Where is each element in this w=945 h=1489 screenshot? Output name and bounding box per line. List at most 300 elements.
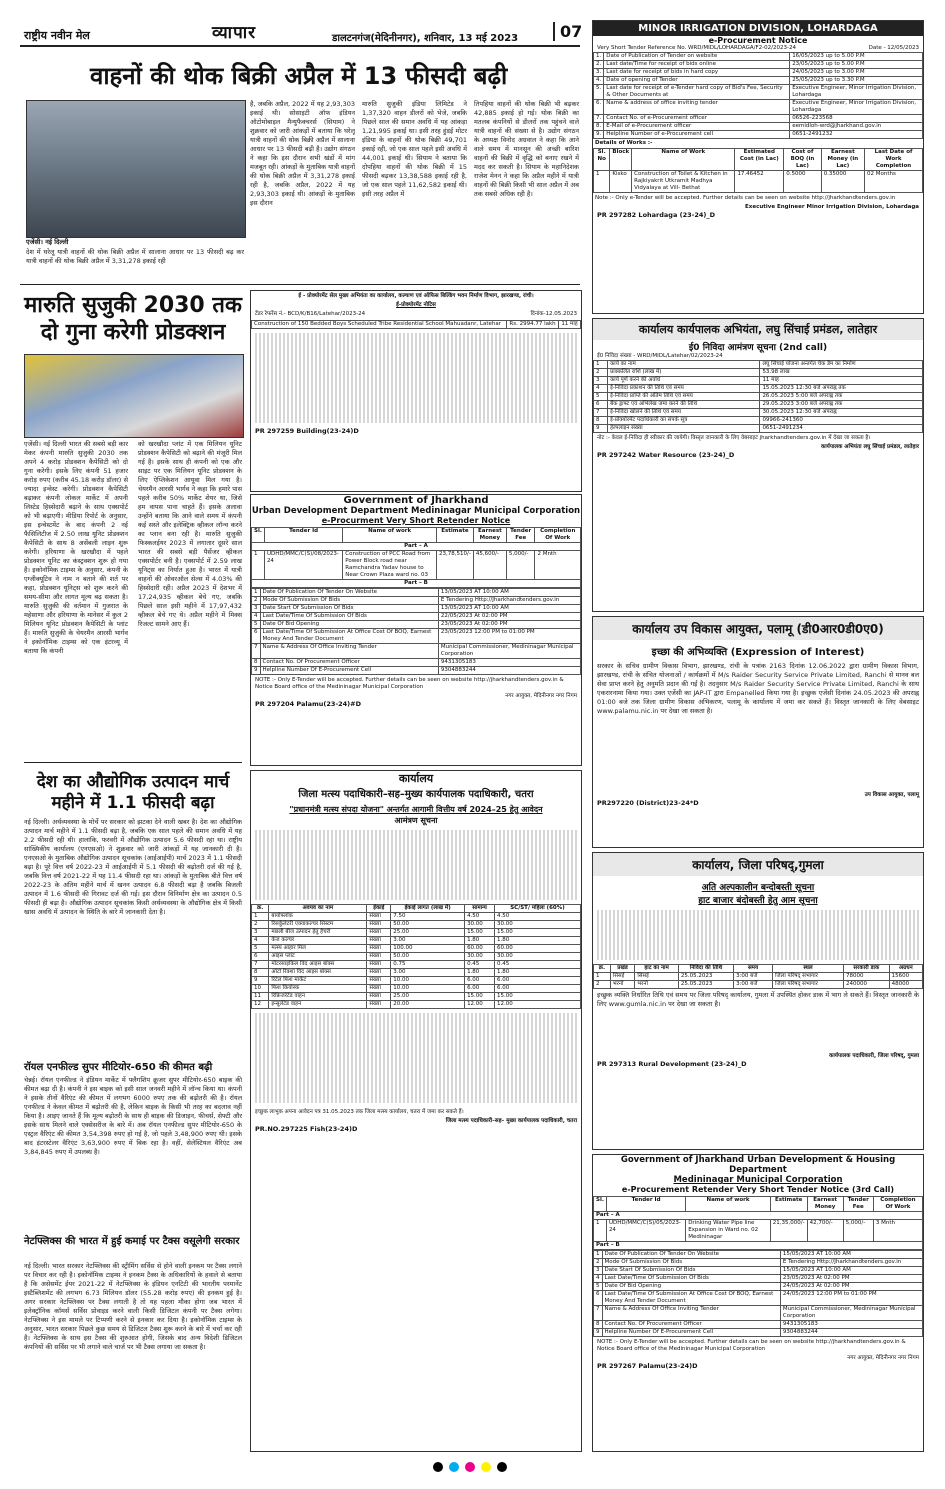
table-cell: 6 — [594, 401, 608, 409]
udhd-subtitle: Medininagar Municipal Corporation — [673, 1175, 843, 1185]
fish-row — [252, 969, 581, 977]
table-cell: 5,000/- — [843, 1220, 873, 1242]
mid-row — [594, 77, 923, 85]
table-cell: 60.00 — [465, 945, 495, 953]
col-header: अग्रधन — [889, 965, 922, 973]
table-cell: 2. — [594, 61, 604, 69]
udhd-partb-row — [594, 1283, 923, 1291]
ddc-subtitle: इच्छा की अभिव्यक्ति (Expression of Interest) — [651, 647, 865, 658]
table-cell: 8. — [594, 123, 604, 131]
pr-number: PR 297204 Palamu(23-24)#D — [255, 700, 361, 708]
udhd-title: Government of Jharkhand Urban Development & Housing Department — [620, 1155, 896, 1175]
headline-iip: देश का औद्योगिक उत्पादन मार्च महीने में 1.1 फीसदी बढ़ा — [36, 772, 230, 813]
table-cell: 30.00 — [465, 921, 495, 929]
table-cell: Helpline Number of e-Procurement cell — [604, 131, 790, 139]
fish-office: कार्यालय — [398, 772, 434, 785]
mid-row — [594, 123, 923, 131]
fish-sign: जिला मत्स्य पदाधिकारी–सह– मुख्य कार्यपालक पदाधिकारी, चतरा — [445, 1118, 577, 1124]
table-cell: 12.00 — [465, 1001, 495, 1009]
table-cell: eemidloh-wrd@jharkhand.gov.in — [790, 123, 923, 131]
faded-text-block — [255, 1013, 577, 1103]
mid-row — [594, 131, 923, 139]
col-header: स्थल — [773, 965, 844, 973]
table-cell: 1. — [594, 53, 604, 61]
table-cell: 3 — [594, 1267, 603, 1275]
part-b-label: Part – B — [594, 1242, 923, 1250]
table-cell: 25.00 — [391, 929, 465, 937]
table-cell: 1 — [252, 551, 265, 580]
table-cell: 1 — [252, 913, 269, 921]
fish-row — [252, 977, 581, 985]
table-cell: 3 — [252, 605, 261, 613]
table-cell: 26.05.2023 5:00 बजे अपराह्न तक — [760, 393, 923, 401]
table-cell: 06526-223568 — [790, 115, 923, 123]
table-cell: Date Start Of Submission Of Bids — [602, 1267, 780, 1275]
table-cell: सिसई — [610, 973, 635, 981]
fish-row — [252, 985, 581, 993]
table-cell: संख्या — [367, 993, 391, 1001]
table-cell: 9304883244 — [780, 1329, 922, 1337]
table-cell: 1 — [594, 171, 610, 193]
gumla-notice — [592, 852, 924, 1150]
latehar-row — [594, 377, 923, 385]
col-header: Name of work — [343, 528, 437, 543]
story4-body: चेन्नई। रॉयल एनफील्ड ने इंडियन मार्केट में फ्लैगशिप क्रूजर सुपर मीटियोर-650 बाइक की कीमत बढ़ा दी है। कंपनी ने इस बाइक को इसी साल जनवरी महीने में लॉन्च किया था। कंपनी ने इसके तीनों वैरिएंट की कीमत में लगभग 6000 रुपए तक की बढ़ोतरी की है। रॉयल एनफील्ड ने केवल कीमत में बढ़ोतरी की है, लेकिन बाइक के किसी भी तरह का बदलाव नहीं किया है। आइए जानते हैं कि मूल्य बढ़ोतरी के साथ ही बाइक की डिजाइन, फीचर्स, सेफ्टी और इसके साथ मिलने वाले एक्सेसरीज के बारे में। अब रॉयल एनफील्ड सुपर मीटियोर-650 के एस्ट्रल वैरिएंट की कीमत 3,54,398 रुपए हो गई है, जो पहले 3,48,900 रुपए थी। इसके बाद इंटरस्टेलर वैरिएंट 3,63,900 रुपए में बिक रहा है। वहीं, सेलेस्टियल वैरिएंट अब 3,84,845 रुपए में उपलब्ध है। — [24, 1076, 242, 1156]
udhd-partb-row — [594, 1275, 923, 1283]
table-cell: 15/05/2023 AT 10:00 AM — [780, 1267, 922, 1275]
latehar-row — [594, 393, 923, 401]
table-cell: 15.00 — [495, 993, 581, 1001]
pr-number: PR 297259 Building(23-24)D — [255, 427, 359, 435]
table-cell: संख्या — [367, 913, 391, 921]
udd-notice: e-Procurment Very Short Retender Notice — [321, 516, 511, 525]
tender-ref: टेंडर रेफरेंस नं.- BCD/K/B16/Latehar/2023-24 — [255, 311, 366, 317]
table-cell: ई-प्रोक्योरमेंट पदाधिकारी का संपर्क सूत्र — [608, 417, 760, 425]
mid-notice: e-Procurement Notice — [708, 36, 808, 45]
col-header: Tender Id — [606, 1197, 685, 1212]
table-cell: 15/05/2023 AT 10:00 AM — [780, 1251, 922, 1259]
fish-row — [252, 953, 581, 961]
table-cell: 4 — [594, 385, 608, 393]
table-cell: संख्या — [367, 929, 391, 937]
mid-row — [594, 53, 923, 61]
table-cell: 5 — [252, 945, 269, 953]
fish-subtitle2: आमंत्रण सूचना — [394, 816, 438, 825]
table-cell: आइस प्लांट — [269, 953, 367, 961]
udhd-notice: e-Procurement Retender Very Short Tender Notice (3rd Call) — [621, 1185, 895, 1194]
table-cell: 21,35,000/- — [770, 1220, 807, 1242]
story1-col1: है, जबकि अप्रैल, 2022 में यह 2,93,303 इकाई थी। सोसाइटी ऑफ इंडियन ऑटोमोबाइल मैन्युफैक्चरर्स (सियाम) ने शुक्रवार को जारी आंकड़ों में बताया कि घरेलू यात्री वाहनों की थोक बिक्री अप्रैल में सालाना आधार पर 13 फीसदी बढ़ी है। उद्योग संगठन ने कहा कि इस दौरान सभी खंडों में मांग मजबूत रही। आंकड़ों के मुताबिक यात्री वाहनों की थोक बिक्री अप्रैल में 3,31,278 इकाई रही है, जबकि अप्रैल, 2022 में यह 2,93,303 इकाई थी। आंकड़ों के मुताबिक इस दौरान — [250, 100, 355, 207]
table-cell: भरनो — [610, 981, 635, 989]
table-cell: 5 — [252, 621, 261, 629]
table-cell: लघु सिंचाई योजना अन्तर्गत चेक डैम का निर्माण — [760, 361, 923, 369]
latehar-title: कार्यालय कार्यपालक अभियंता, लघु सिंचाई प्रमंडल, लातेहार — [593, 319, 923, 340]
table-cell: Municipal Commissioner, Medininagar Municipal Corporation — [438, 644, 580, 659]
table-cell: 3:00 बजे — [734, 981, 773, 989]
table-cell: 9 — [594, 1329, 603, 1337]
table-cell: 3 Mnth — [873, 1220, 922, 1242]
table-cell: मोटरसाइकिल विद आइस बॉक्स — [269, 961, 367, 969]
mid-title: MINOR IRRIGATION DIVISION, LOHARDAGA — [593, 21, 923, 36]
table-cell: रिटेल फिश मार्केट — [269, 977, 367, 985]
table-cell: 10 — [252, 985, 269, 993]
table-cell: 2 — [252, 921, 269, 929]
table-cell: 5. — [594, 85, 604, 100]
table-cell: 6 — [594, 1291, 603, 1306]
table-cell: 4 — [594, 1275, 603, 1283]
tender-header: ई - प्रोक्योरमेंट सेल मुख्य अभियंता का कार्यालय, कल्याण एवं ऑफिस बिल्डिंग भवन निर्माण विभाग, झारखण्ड, रांची। — [298, 293, 534, 299]
table-cell: 13/05/2023 AT 10:00 AM — [438, 589, 580, 597]
table-cell: 24/05/2023 up to 3.00 P.M — [790, 69, 923, 77]
udhd-sign: नगर आयुक्त, मेदिनीनगर नगर निगम — [847, 1355, 919, 1361]
table-cell: 23,78,510/- — [437, 551, 474, 580]
table-cell: 50.00 — [391, 921, 465, 929]
table-cell: 23/05/2023 At 02:00 PM — [438, 621, 580, 629]
table-cell: ई-निविदा प्रकाशन की तिथि एवं समय — [608, 385, 760, 393]
udhd-tender-notice — [592, 1154, 924, 1452]
table-cell: Construction of Toilet & Kitchen in Rajkiyakrit Utkramit Madhya Vidyalaya at Vill- Bethat — [632, 171, 735, 193]
col-header: Completion Of Work — [873, 1197, 922, 1212]
mid-row — [594, 115, 923, 123]
fish-row — [252, 937, 581, 945]
fish-row — [252, 1001, 581, 1009]
table-cell: 23/05/2023 12:00 PM to 01:00 PM — [438, 629, 580, 644]
table-cell: 9 — [252, 667, 261, 675]
table-cell: Date Of Bid Opening — [602, 1283, 780, 1291]
col-header: Last Date of Work Completion — [864, 149, 922, 171]
fish-row — [252, 993, 581, 1001]
table-cell: 29.05.2023 3:00 बजे अपराह्न तक — [760, 401, 923, 409]
col-header: Earnest Money — [807, 1197, 843, 1212]
col-header: Earnest Money (in Lac) — [821, 149, 864, 171]
table-cell: संख्या — [367, 961, 391, 969]
col-header: क्र. — [252, 905, 269, 913]
mid-row — [594, 69, 923, 77]
table-cell: संख्या — [367, 977, 391, 985]
table-cell: 30.05.2023 12:30 बजे अपराह्न — [760, 409, 923, 417]
dateline: डालटनगंज(मेदिनीनगर), शनिवार, 13 मई 2023 — [332, 33, 519, 44]
table-cell: Helpline Number Of E-Procurement Cell — [260, 667, 438, 675]
table-cell: 1 — [252, 589, 261, 597]
table-cell: 15.00 — [495, 929, 581, 937]
table-cell: 6.00 — [495, 977, 581, 985]
col-header: निविदा की तिथि — [678, 965, 733, 973]
table-cell: 3 — [252, 929, 269, 937]
table-cell: 11 — [252, 993, 269, 1001]
table-cell: Last Date/Time Of Submission Of Bids — [260, 613, 438, 621]
table-cell: 24/05/2023 At 02:00 PM — [780, 1283, 922, 1291]
table-cell: Last date/Time for receipt of bids online — [604, 61, 790, 69]
udhd-partb-row — [594, 1259, 923, 1267]
tender-period: 11 माह — [559, 321, 581, 329]
table-cell: 9431305183 — [438, 659, 580, 667]
fish-subtitle: "प्रधानमंत्री मत्स्य संपदा योजना" अन्तर्गत आगामी वित्तीय वर्ष 2024–25 हेतु आवेदन — [289, 805, 543, 814]
headline-netflix: नेटफ्लिक्स की भारत में हुई कमाई पर टैक्स वसूलेगी सरकार — [24, 1236, 240, 1247]
table-cell: कार्य का नाम — [608, 361, 760, 369]
tender-date: दिनांक-12.05.2023 — [530, 311, 577, 317]
table-cell: 15.00 — [465, 929, 495, 937]
table-cell: 1.80 — [465, 969, 495, 977]
udd-partb-row — [252, 659, 581, 667]
table-cell: 25.00 — [391, 993, 465, 1001]
table-cell: ऑटो रिक्शा विद आइस बॉक्स — [269, 969, 367, 977]
table-cell: 7. — [594, 115, 604, 123]
table-cell: मत्स्य आहार मिल — [269, 945, 367, 953]
udd-tender-notice — [250, 494, 582, 766]
faded-text-block — [255, 333, 577, 423]
ddc-sign: उप विकास आयुक्त, पलामू — [864, 792, 919, 798]
table-cell: बैंक ड्राफ्ट एवं अभिलेख जमा करने की तिथि — [608, 401, 760, 409]
table-cell: 23/05/2023 up to 5.00 P.M — [790, 61, 923, 69]
table-cell: Municipal Commissioner, Medininagar Municipal Corporation — [780, 1306, 922, 1321]
table-cell: Kisko — [610, 171, 632, 193]
table-cell: 0.45 — [465, 961, 495, 969]
col-header: Estimated Cost (in Lac) — [735, 149, 784, 171]
udd-partb-row — [252, 621, 581, 629]
pr-number: PR.NO.297225 Fish(23-24)D — [255, 1125, 358, 1133]
table-cell: 25.05.2023 — [678, 973, 733, 981]
table-cell: Contact No. of e-Procurement officer — [604, 115, 790, 123]
table-cell: जिला परिषद् सभागार — [773, 981, 844, 989]
gumla-subtitle2: हाट बाजार बंदोबस्ती हेतु आम सूचना — [698, 896, 818, 906]
table-cell: 11 माह — [760, 377, 923, 385]
table-cell: ई-निविदा प्राप्ति की अंतिम तिथि एवं समय — [608, 393, 760, 401]
table-cell: E-Mail of e-Procurement officer — [604, 123, 790, 131]
table-cell: 6 — [252, 629, 261, 644]
table-cell: 7 — [252, 644, 261, 659]
table-cell: संख्या — [367, 921, 391, 929]
udd-partb-row — [252, 597, 581, 605]
fish-footer-text: इच्छुक लाभुक अपना आवेदन पत्र 31.05.2023 तक जिला मत्स्य कार्यालय, चतरा में जमा कर सकते हैं। — [255, 1109, 464, 1115]
table-cell: 8 — [594, 1321, 603, 1329]
udd-partb-row — [252, 667, 581, 675]
tender-subheader: ई-प्रोक्योरमेंट नोटिस — [396, 302, 436, 308]
table-cell: Date Of Bid Opening — [260, 621, 438, 629]
fish-title: जिला मत्स्य पदाधिकारी–सह–मुख्य कार्यपालक पदाधिकारी, चतरा — [298, 789, 534, 800]
table-cell: रिसर्कुलेटरी एक्वाकल्चर सिस्टम — [269, 921, 367, 929]
udhd-partb-row — [594, 1321, 923, 1329]
table-cell: 0.5000 — [784, 171, 821, 193]
table-cell: केज कल्चर — [269, 937, 367, 945]
tender-amount: Rs. 2994.77 lakh — [507, 321, 559, 329]
table-cell: 20.00 — [391, 1001, 465, 1009]
table-cell: 1 — [594, 361, 608, 369]
table-cell: 0651-2491232 — [790, 131, 923, 139]
table-cell: फिश कियोस्क — [269, 985, 367, 993]
udd-sign: नगर आयुक्त, मेदिनीनगर नगर निगम — [505, 693, 577, 699]
latehar-sign: कार्यपालक अभियंता लघु सिंचाई प्रमंडल, लातेहार — [821, 444, 919, 450]
table-cell: 12 — [252, 1001, 269, 1009]
table-cell: 4 — [252, 613, 261, 621]
col-header: Sl. — [252, 528, 265, 543]
col-header: Tender Id — [264, 528, 342, 543]
mid-details-label: Details of Works :- — [595, 140, 653, 146]
col-header: Sl. No — [594, 149, 610, 171]
mid-ref: Very Short Tender Reference No. WRD/MIDL/LOHARDAGA/F2-02/2023-24 — [597, 45, 796, 51]
table-cell: Contact No. Of Procurement Officer — [602, 1321, 780, 1329]
col-header: ईकाई लागत (लाख में) — [391, 905, 465, 913]
col-header: ईकाई — [367, 905, 391, 913]
fish-row — [252, 945, 581, 953]
table-cell: जिला परिषद् सभागार — [773, 973, 844, 981]
table-cell: Date Of Publication Of Tender On Website — [260, 589, 438, 597]
maruti-cars-photo — [24, 354, 244, 438]
table-cell: E Tendering Http://Jharkhandtenders.gov.in — [780, 1259, 922, 1267]
building-tender-notice — [250, 290, 582, 492]
latehar-notice — [592, 318, 924, 612]
udhd-partb-row — [594, 1251, 923, 1259]
udd-partb-row — [252, 629, 581, 644]
table-cell: 1 — [594, 973, 611, 981]
table-cell: भरनो — [635, 981, 679, 989]
col-header: Estimate — [437, 528, 474, 543]
table-cell: 50.00 — [391, 953, 465, 961]
col-header: Cost of BOQ (in Lac) — [784, 149, 821, 171]
table-cell: 5,000/- — [506, 551, 535, 580]
headline-royal-enfield: रॉयल एनफील्ड सुपर मीटियोर-650 की कीमत बढ़ी — [24, 1062, 213, 1073]
latehar-row — [594, 425, 923, 433]
mid-row — [594, 85, 923, 100]
gumla-body: इच्छुक व्यक्ति निर्धारित तिथि एवं समय पर जिला परिषद् कार्यालय, गुमला में उपस्थित होकर डाक में भाग ले सकते हैं। विस्तृत जानकारी के लिए www.gumla.nic.in पर देखा जा सकता है। — [597, 991, 919, 1008]
table-cell: 2 Mnth — [535, 551, 581, 580]
table-cell: Construction of PCC Road from Power Block road near Ramchandra Yadav house to Near Crown Plaza ward no. 03 — [343, 551, 437, 580]
table-cell: 8 — [252, 969, 269, 977]
table-cell: Mode Of Submission Of Bids — [602, 1259, 780, 1267]
table-cell: 2 — [594, 1259, 603, 1267]
masthead-rule — [20, 45, 580, 47]
table-cell: Last Date/Time Of Submission At Office Cost Of BOQ, Earnest Money And Tender Document — [260, 629, 438, 644]
page-number: 07 — [553, 22, 582, 41]
udd-title: Government of Jharkhand — [343, 495, 489, 506]
story2-col1: एजेंसी। नई दिल्ली भारत की सबसे बड़ी कार मेकर कंपनी मारुति सुजुकी 2030 तक अपने 4 करोड़ प्रोडक्शन कैपेसिटी को दो गुना करेगी। इसके लिए कंपनी 51 हजार करोड़ रुपए (करीब 45.18 करोड़ डॉलर) से ज्यादा इन्वेस्ट करेगी। प्रोडक्शन कैपेसिटी बढ़ाकर कंपनी लोकल मार्केट में अपनी लिस्टेड हिस्सेदारी बढ़ाने के साथ एक्सपोर्ट को भी बढ़ाएगी। मीडिया रिपोर्ट के अनुसार, इस इन्वेस्टमेंट के बाद कंपनी 2 नई फैसिलिटीज में 2.50 लाख यूनिट प्रोडक्शन कैपेसिटी के साथ 8 असेंबली लाइन शुरू करेगी। हरियाणा के खरखौदा में पहले प्रोडक्शन यूनिट का कंस्ट्रक्शन शुरू हो गया है। इकोनॉमिक टाइम्स के अनुसार, कंपनी के एग्जीक्यूटिव ने नाम न बताने की शर्त पर कहा, प्रोडक्शन यूनिट्स को शुरू करने की समय-सीमा और लागत मूल्य बढ़ सकता है। मारुति सुजुकी की वर्तमान में गुजरात के महेसाणा और हरियाणा के मानेसर में कुल 2 मिलियन यूनिट प्रोडक्शन कैपेसिटी के प्लांट हैं। मारुति सुजुकी के चेयरमैन आरसी भार्गव ने इकोनॉमिक टाइम्स को एक इंटरव्यू में बताया कि कंपनी — [24, 440, 128, 655]
col-header: Estimate — [770, 1197, 807, 1212]
latehar-row — [594, 409, 923, 417]
table-cell: 22/05/2023 At 02:00 PM — [438, 613, 580, 621]
table-cell: 1.80 — [495, 969, 581, 977]
table-cell: संख्या — [367, 953, 391, 961]
udd-partb-row — [252, 613, 581, 621]
table-cell: 7.50 — [391, 913, 465, 921]
table-cell: 3 — [594, 377, 608, 385]
table-cell: 0.75 — [391, 961, 465, 969]
table-cell: 02 Months — [864, 171, 922, 193]
table-cell: 8 — [252, 659, 261, 667]
table-cell: 4 — [252, 937, 269, 945]
table-cell: रिफ्रिजरेटेड वाहन — [269, 993, 367, 1001]
table-cell: 12.00 — [495, 1001, 581, 1009]
table-cell: 45,600/- — [473, 551, 506, 580]
latehar-row — [594, 369, 923, 377]
table-cell: 15.05.2023 12:30 बजे अपराह्न तक — [760, 385, 923, 393]
part-a-label: Part – A — [252, 543, 581, 551]
table-cell: हेल्पलाइन संख्या — [608, 425, 760, 433]
table-cell: 17.46452 — [735, 171, 784, 193]
headline-maruti: मारुति सुजुकी 2030 तक दो गुना करेगी प्रोडक्शन — [24, 293, 242, 345]
table-cell: 7 — [594, 409, 608, 417]
story3-body: नई दिल्ली। अर्थव्यवस्था के मोर्चे पर सरकार को झटका देने वाली खबर है। देश का औद्योगिक उत्पादन मार्च महीने में 1.1 फीसदी बढ़ा है, जबकि एक साल पहले की समान अवधि में यह 2.2 फीसदी रही थी। हालांकि, फरवरी में औद्योगिक उत्पादन 5.6 फीसदी रहा था। राष्ट्रीय सांख्यिकीय कार्यालय (एनएसओ) ने शुक्रवार को जारी आंकड़ों में यह जानकारी दी है। एनएसओ के मुताबिक औद्योगिक उत्पादन सूचकांक (आईआईपी) मार्च 2023 में 1.1 फीसदी बढ़ा है। पूरे वित्त वर्ष 2022-23 में आईआईपी में 5.1 फीसदी की बढ़ोतरी दर्ज की गई है, जबकि वित्त वर्ष 2021-22 में यह 11.4 फीसदी रहा था। आंकड़ों के मुताबिक बीते वित्त वर्ष 2022-23 के अंतिम महीने मार्च में खनन उत्पादन 6.8 फीसदी बढ़ा है जबकि बिजली उत्पादन में 1.6 फीसदी की गिरावट दर्ज की गई। इस दौरान विनिर्माण क्षेत्र का उत्पादन 0.5 फीसदी ही बढ़ा है। औद्योगिक उत्पादन सूचकांक किसी अर्थव्यवस्था के औद्योगिक क्षेत्र में किसी खास अवधि में उत्पादन के स्थिति के बारे में जानकारी देता है। — [24, 818, 242, 916]
table-cell: 30.00 — [495, 953, 581, 961]
table-cell: संख्या — [367, 937, 391, 945]
table-cell: 0651-2491234 — [760, 425, 923, 433]
story2-col2: को खरखौदा प्लांट में एक मिलियन यूनिट प्रोडक्शन कैपेसिटी को बढ़ाने की मंजूरी मिल गई है। इसके साथ ही कंपनी को एक और साइट पर एक मिलियन यूनिट प्रोडक्शन के लिए ऐप्लिकेशन आयूवा मिल गया है। चेयरमैन आरसी भार्गव ने कहा कि हमारे पास पहले करीब 50% मार्केट शेयर था, जिसे हम वापस पाना चाहते हैं। इसके अलावा उन्होंने बताया कि आने वाले समय में कंपनी कई सस्ते और इलेक्ट्रिक व्हीकल लॉन्च करने का प्लान बना रही है। मारुति सुजुकी फिस्कलईयर 2023 में लगातार दूसरे साल भारत की सबसे बड़ी पैसेंजर व्हीकल एक्सपोर्टर बनी है। एक्सपोर्ट में 2.59 लाख यूनिट्स का निर्यात हुआ है। भारत में यात्री वाहनों की ओवरऑल सेल्स में 4.03% की हिस्सेदारी रही। अप्रैल 2023 में देशभर में 17,24,935 व्हीकल बेचे गए, जबकि पिछले साल इसी महीने में 17,97,432 व्हीकल बेचे गए थे। अप्रैल महीने में मिक्स रिजल्ट सामने आए हैं। — [138, 440, 242, 628]
mid-lohardaga-notice — [592, 20, 924, 314]
udd-partb-row — [252, 644, 581, 659]
caption-place: एजेंसी। नई दिल्ली — [26, 238, 69, 246]
mid-row — [594, 61, 923, 69]
table-cell: 2 — [594, 369, 608, 377]
pr-number: PR297220 (District)23-24*D — [597, 799, 699, 807]
table-cell: 5 — [594, 1283, 603, 1291]
table-cell: सिसई — [635, 973, 679, 981]
newspaper-name: राष्ट्रीय नवीन मेल — [24, 29, 90, 42]
table-cell: Executive Engineer, Minor Irrigation Division, Lohardaga — [790, 85, 923, 100]
table-cell: 4. — [594, 77, 604, 85]
pr-number: PR 297313 Rural Development (23-24)_D — [597, 1060, 747, 1068]
table-cell: 2 — [594, 981, 611, 989]
udd-partb-row — [252, 589, 581, 597]
udd-partb-row — [252, 605, 581, 613]
latehar-row — [594, 361, 923, 369]
table-cell: 1.80 — [465, 937, 495, 945]
table-cell: 23/05/2023 At 02:00 PM — [780, 1275, 922, 1283]
mid-note: Note :- Only e-Tender will be accepted. Further details can be seen on website http://jharkhandtenders.gov.in — [595, 195, 896, 201]
table-cell: 240000 — [843, 981, 889, 989]
table-cell: बायोफ्लॉक — [269, 913, 367, 921]
table-cell: Last Date/Time Of Submission Of Bids — [602, 1275, 780, 1283]
story5-body: नई दिल्ली। भारत सरकार नेटफ्लिक्स की स्ट्रीमिंग सर्विस से होने वाली इनकम पर टैक्स लगाने पर विचार कर रही है। इकोनॉमिक टाइम्स ने इनकम टैक्स के अधिकारियों के हवाले से बताया है कि असेसमेंट ईयर 2021-22 में नेटफ्लिक्स के इंडियन एनटिटी की भारतीय परमानेंट इस्टैब्लिशमेंट की लगभग 6.73 मिलियन डॉलर (55.28 करोड़ रुपए) की इनकम हुई है। अगर सरकार नेटफ्लिक्स पर टैक्स लगाती है तो यह पहला मौका होगा जब भारत में इलेक्ट्रॉनिक कॉमर्स सर्विस प्रोवाइड करने वाली किसी डिजिटल कंपनी पर टैक्स लगेगा। नेटफ्लिक्स ने इस मामले पर टिप्पणी करने से इनकार कर दिया है। इकोनॉमिक टाइम्स के अनुसार, भारत सरकार पिछले कुछ समय से डिजिटल टैक्स शुरू करने के बारे में चर्चा कर रही है। नेटफ्लिक्स के साथ इस टैक्स की शुरुआत होगी, जिसके बाद अन्य विदेशी डिजिटल कंपनियों की सर्विस पर भी लगाने वाले चार्ज पर भी टैक्स लगाया जा सकता है। — [24, 1262, 242, 1351]
gumla-subtitle: अति अल्पकालीन बन्दोबस्ती सूचना — [701, 883, 815, 893]
udhd-partb-row — [594, 1267, 923, 1275]
ddc-body: सरकार के सचिव ग्रामीण विकास विभाग, झारखण्ड, रांची के पत्रांक 2163 दिनांक 12.06.2022 द्वारा ग्रामीण विकास विभाग, झारखण्ड, रांची के संचित योजनाओं / कार्यक्रमों में M/s Raider Security Service Private Limited, Ranchi से मानव बल सेवा प्राप्त करने हेतु अनुमति प्रदान की गई है। तदनुसार M/s Raider Security Service Private Limited, Ranchi के साथ एकरारनामा किया गया। उक्त एजेंसी का JAP-IT द्वारा Empanelled किया गया है। इच्छुक एजेंसी दिनांक 24.05.2023 की अपराह्न 01:00 बजे तक जिला ग्रामीण विकास अभिकरण, पलामू के कार्यालय में जमा कर सकते हैं। विस्तृत जानकारी के लिए वेबसाइट www.palamu.nic.in पर देखा जा सकता है। — [597, 662, 919, 715]
table-cell: UDHD/MMC/C(S)/08/2023-24 — [264, 551, 342, 580]
table-cell: 0.45 — [495, 961, 581, 969]
part-b-label: Part – B — [252, 580, 581, 588]
latehar-ref: ई0 निविदा संख्या - WRD/MIDL/Latehar/02/2023-24 — [597, 353, 723, 359]
table-cell: 25/05/2023 up to 3.30 P.M — [790, 77, 923, 85]
latehar-note: नोट :- केवल ई-निविदा ही स्वीकार की जायेगी। विस्तृत जानकारी के लिए वेबसाइट jharkhandtenders.gov.in में देखा जा सकता है। — [597, 435, 871, 441]
table-cell: संख्या — [367, 969, 391, 977]
gumla-row — [594, 973, 923, 981]
pr-number: PR 297242 Water Resource (23-24)_D — [597, 451, 735, 459]
mid-date: Date - 12/05/2023 — [868, 45, 919, 51]
table-cell: Last date for receipt of bids in hard copy — [604, 69, 790, 77]
udd-subtitle: Urban Development Department Medininagar Municipal Corporation — [251, 506, 581, 516]
gumla-row — [594, 981, 923, 989]
udhd-partb-row — [594, 1291, 923, 1306]
divider — [24, 762, 242, 763]
table-cell: 3.00 — [391, 937, 465, 945]
table-cell: E Tendering Http://Jharkhandtenders.gov.in — [438, 597, 580, 605]
col-header: SC/ST/ महिला (60%) — [495, 905, 581, 913]
table-cell: Drinking Water Pipe line Expansion in Ward no. 02 Medininagar — [686, 1220, 771, 1242]
table-cell: 53.98 लाख — [760, 369, 923, 377]
col-header: सरकारी डाक — [843, 965, 889, 973]
col-header: हाट का नाम — [635, 965, 679, 973]
table-cell: 6. — [594, 100, 604, 115]
table-cell: 1.80 — [495, 937, 581, 945]
table-cell: 78000 — [843, 973, 889, 981]
table-cell: 1 — [594, 1220, 607, 1242]
table-cell: UDHD/MMC/C(S)/05/2023-24 — [606, 1220, 685, 1242]
table-cell: Date Of Publication Of Tender On Website — [602, 1251, 780, 1259]
table-cell: Last date for receipt of e-Tender hard copy of Bid's Fee, Security & Other Documents at — [604, 85, 790, 100]
table-cell: Date of opening of Tender — [604, 77, 790, 85]
faded-text-block — [597, 910, 919, 960]
table-cell: 3.00 — [391, 969, 465, 977]
udd-note: NOTE :- Only E-Tender will be accepted. Further details can be seen on website http://jharkhandtenders.gov.in & Notice Board office of the Medininagar Municipal Corporation — [255, 677, 564, 690]
table-cell: 4.50 — [495, 913, 581, 921]
table-cell: 7 — [252, 961, 269, 969]
